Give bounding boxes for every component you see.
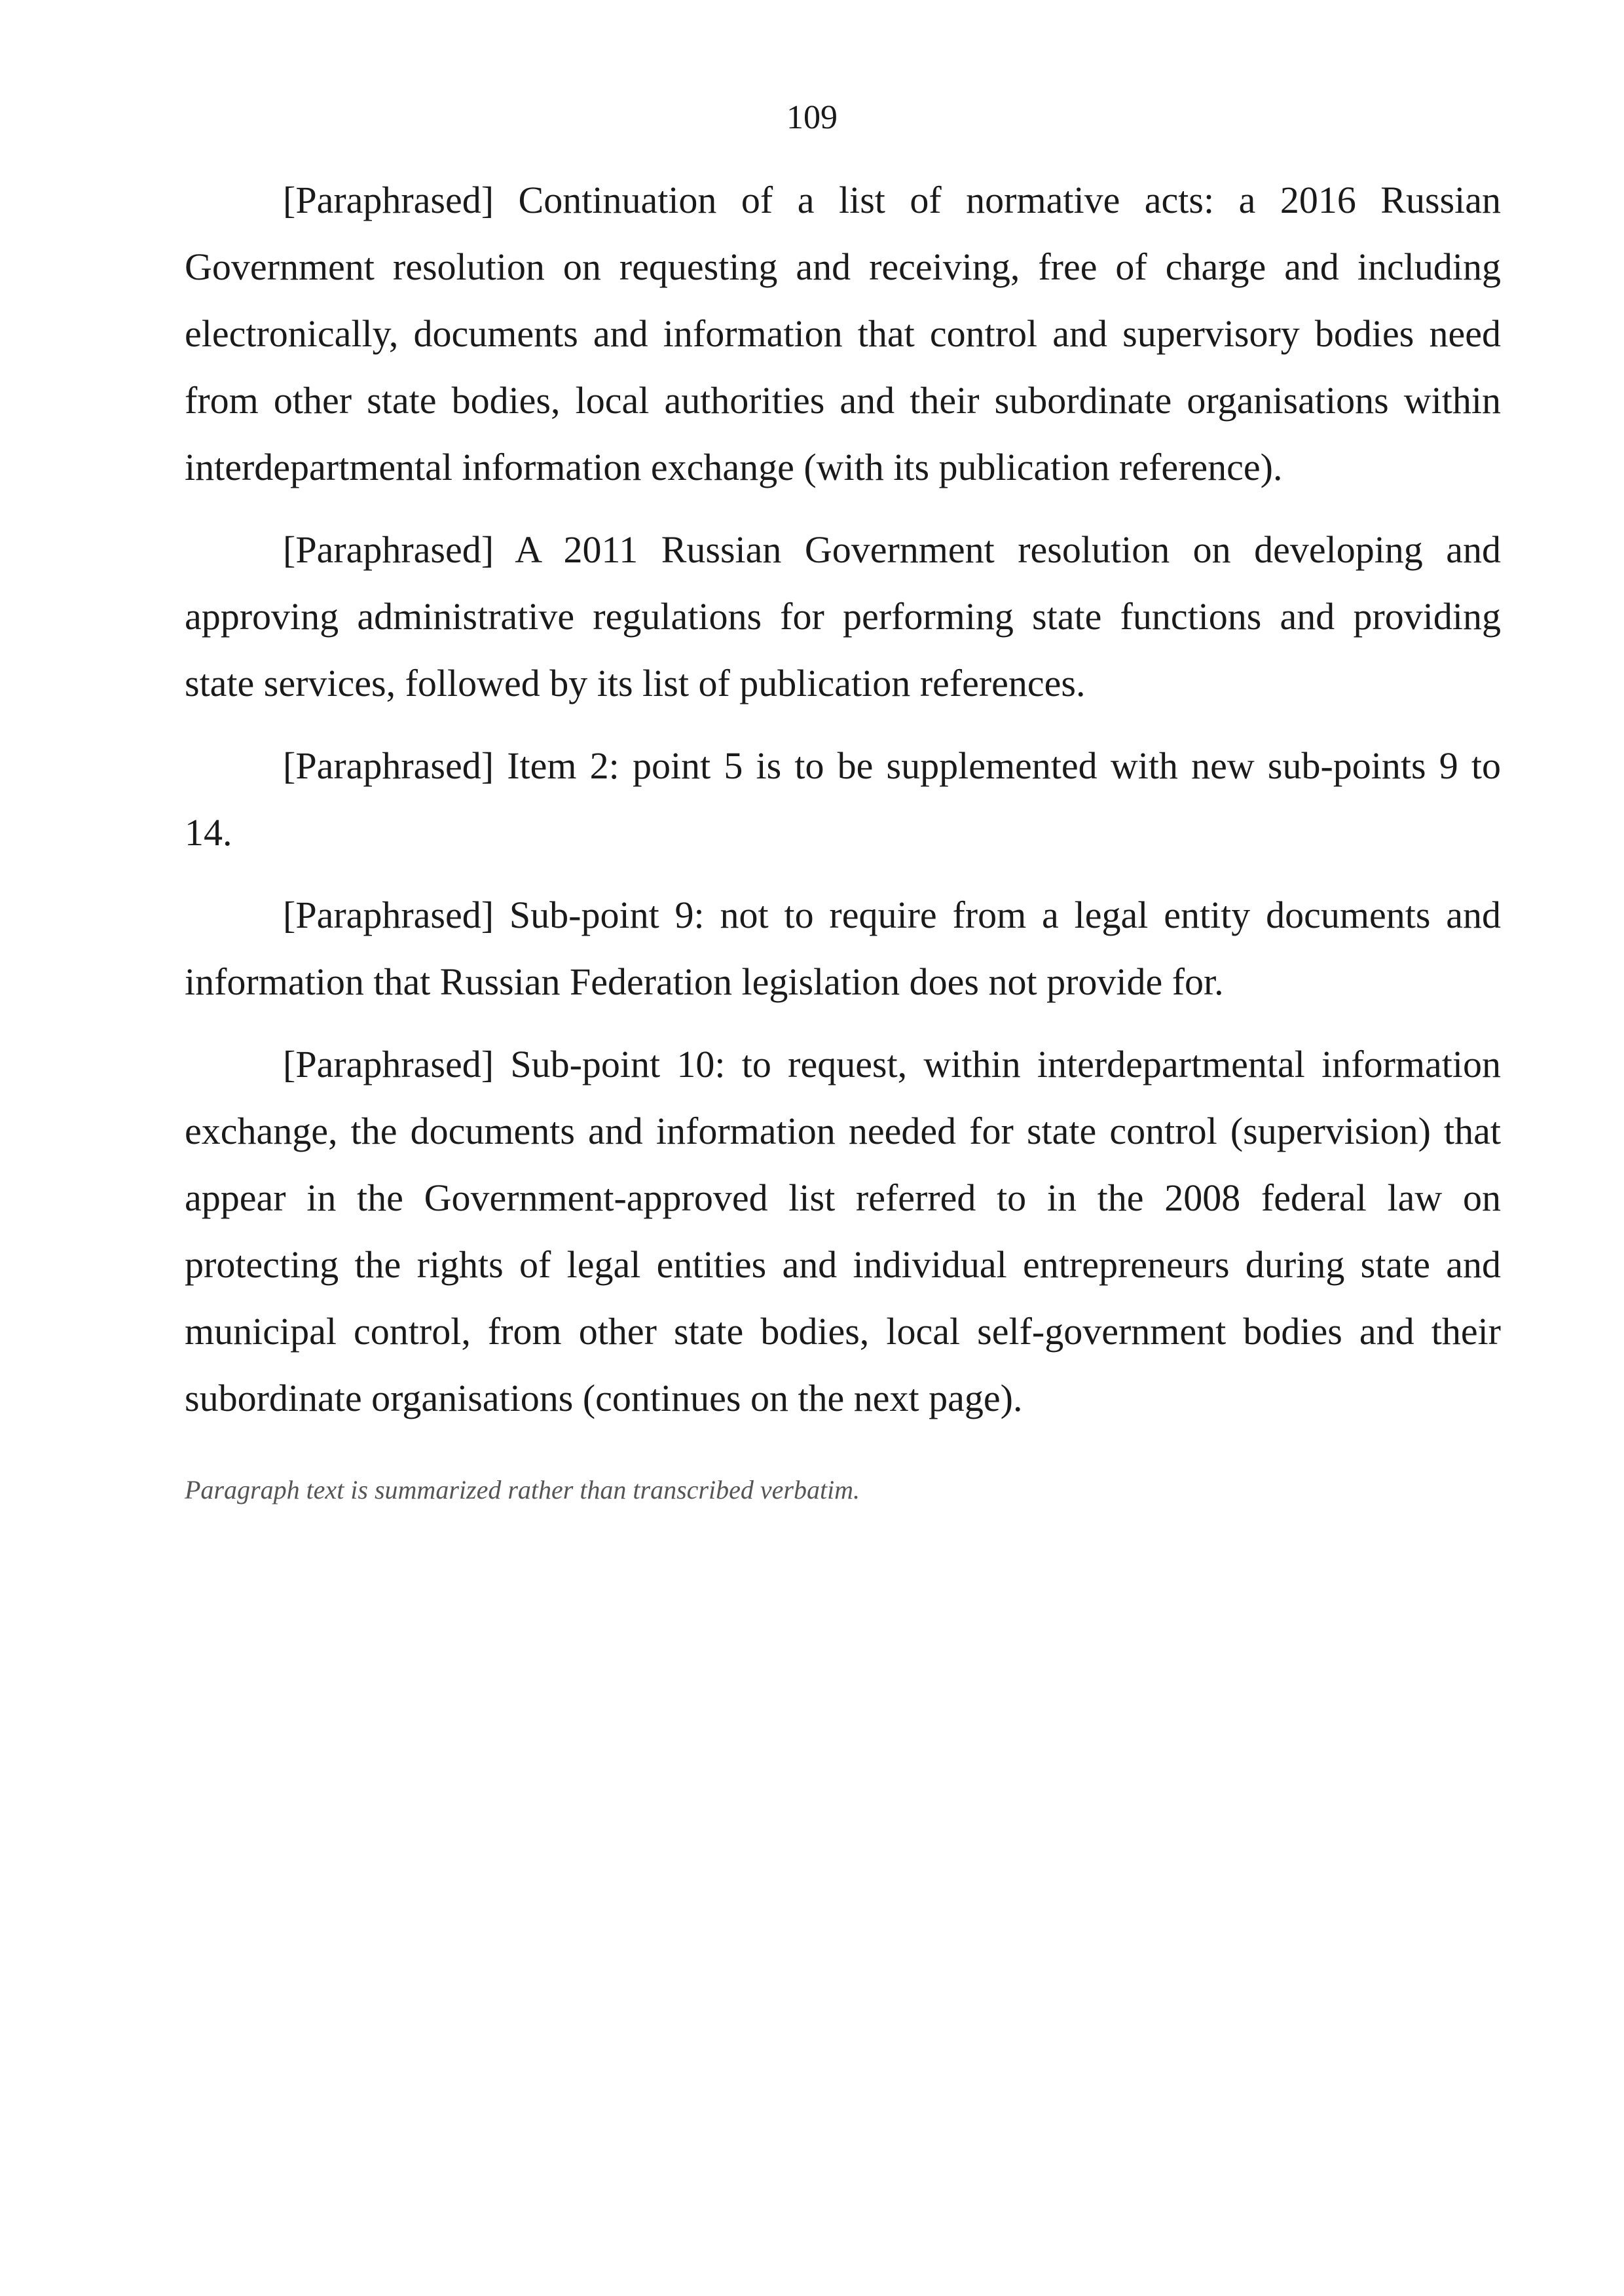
body-text <box>185 167 1501 1525</box>
summary-notice: Paragraph text is summarized rather than transcribed verbatim. <box>185 1475 860 1504</box>
paragraph-3: [Paraphrased] Item 2: point 5 is to be supplemented with new sub-points 9 to 14. <box>185 744 1501 854</box>
page-number: 109 <box>786 99 838 136</box>
paragraph-2: [Paraphrased] A 2011 Russian Government resolution on developing and approving administrative regulations for performing state functions and providing state services, followed by its list of publication references. <box>185 528 1501 704</box>
paragraph-4: [Paraphrased] Sub-point 9: not to require from a legal entity documents and information that Russian Federation legislation does not provide for. <box>185 894 1501 1003</box>
paragraph-5: [Paraphrased] Sub-point 10: to request, within interdepartmental information exchange, the documents and information needed for state control (supervision) that appear in the Government-approved list referred to in the 2008 federal law on protecting the rights of legal entities and individual entrepreneurs during state and municipal control, from other state bodies, local self-government bodies and their subordinate organisations (continues on the next page). <box>185 1043 1501 1419</box>
paragraph-1: [Paraphrased] Continuation of a list of normative acts: a 2016 Russian Government resolution on requesting and receiving, free of charge and including electronically, documents and information that control and supervisory bodies need from other state bodies, local authorities and their subordinate organisations within interdepartmental information exchange (with its publication reference). <box>185 179 1501 488</box>
